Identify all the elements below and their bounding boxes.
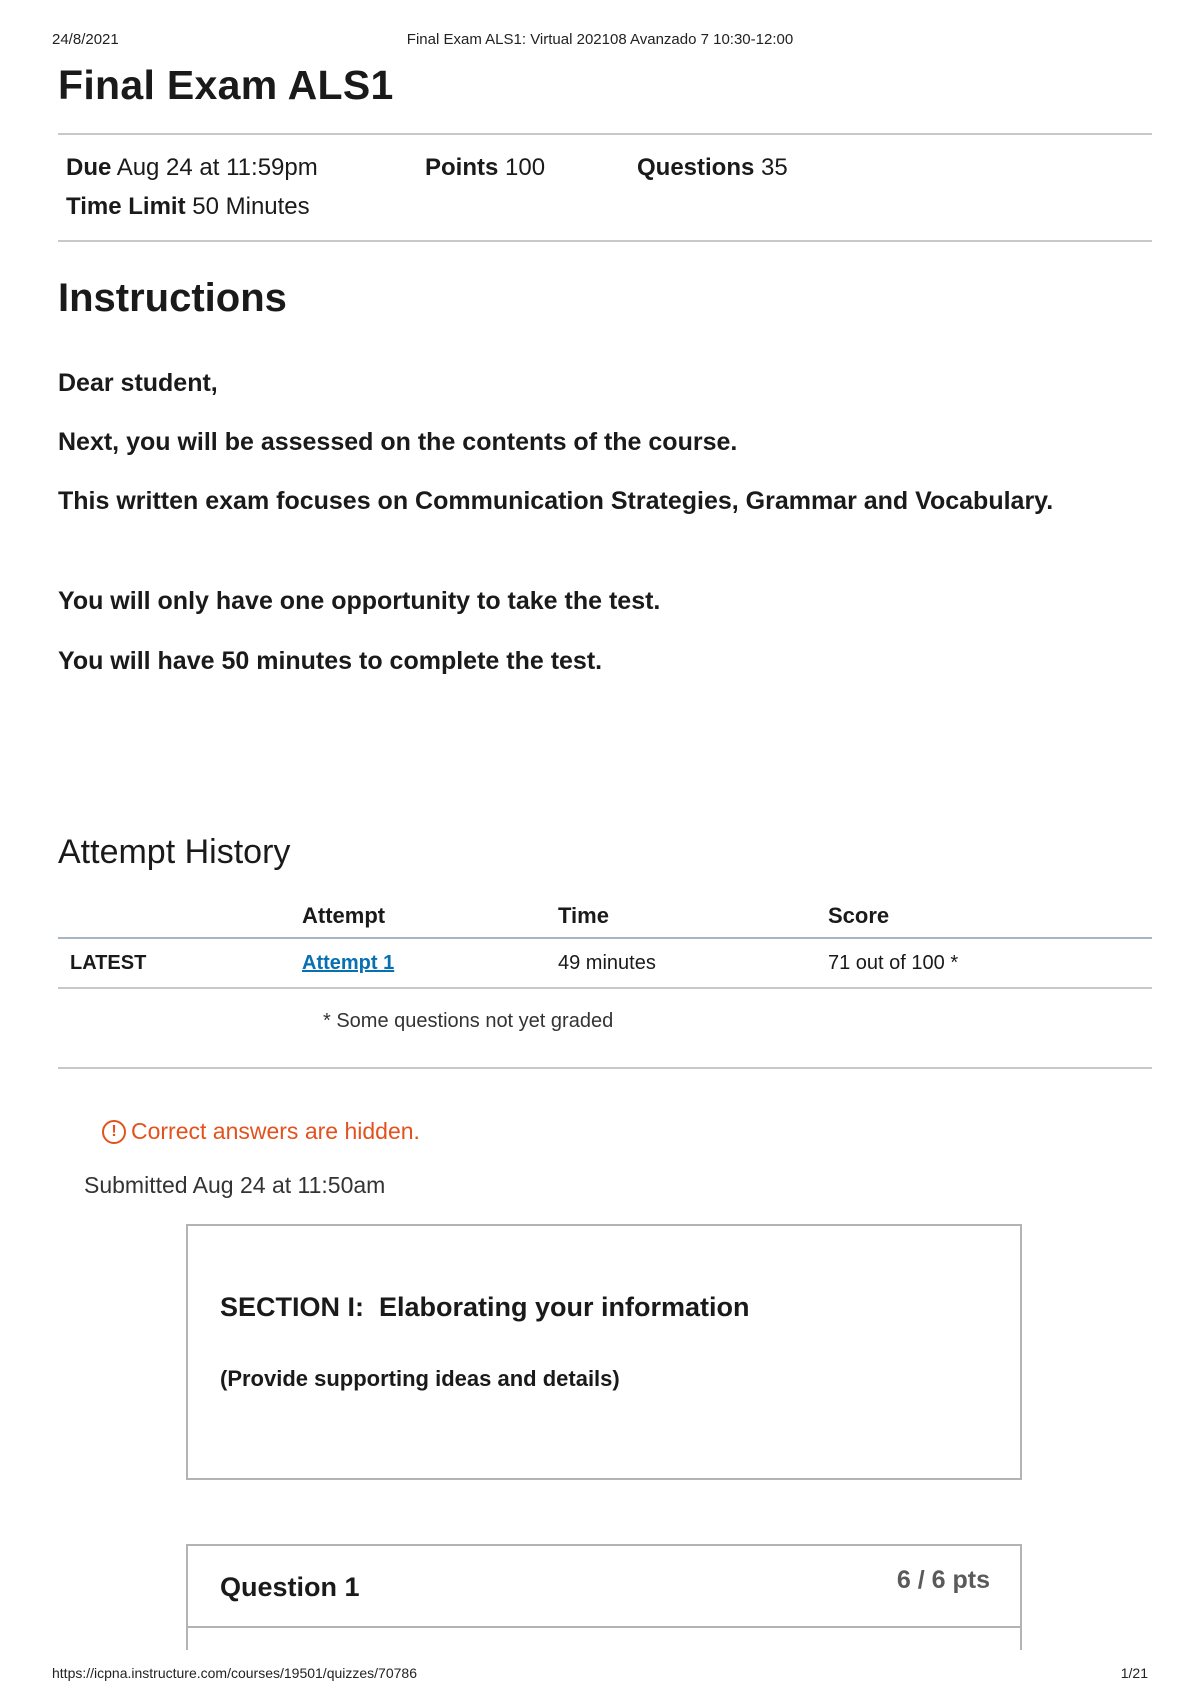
attempt-time: 49 minutes bbox=[558, 938, 828, 988]
divider bbox=[58, 1067, 1152, 1069]
instruction-line: You will have 50 minutes to complete the test. bbox=[58, 647, 603, 675]
latest-tag: LATEST bbox=[58, 938, 302, 988]
column-header-tag bbox=[58, 895, 302, 938]
instruction-line: You will only have one opportunity to take the test. bbox=[58, 587, 661, 615]
instruction-line: Next, you will be assessed on the contents of the course. bbox=[58, 428, 738, 456]
due-label: Due bbox=[66, 154, 112, 181]
column-header-score: Score bbox=[828, 895, 1152, 938]
divider bbox=[58, 133, 1152, 135]
table-header-row bbox=[58, 895, 1152, 938]
column-header-attempt: Attempt bbox=[302, 895, 558, 938]
section-subtitle: (Provide supporting ideas and details) bbox=[220, 1366, 620, 1391]
attempt-history-table bbox=[58, 895, 1152, 989]
print-url: https://icpna.instructure.com/courses/19501/quizzes/70786 bbox=[52, 1665, 417, 1681]
print-date: 24/8/2021 bbox=[52, 31, 119, 48]
section-title: SECTION I: Elaborating your information bbox=[220, 1292, 750, 1322]
time-limit-value: 50 Minutes bbox=[192, 193, 310, 220]
question-header bbox=[188, 1546, 1020, 1628]
page-title: Final Exam ALS1 bbox=[58, 62, 394, 108]
instructions-heading: Instructions bbox=[58, 276, 287, 320]
instruction-line: Dear student, bbox=[58, 369, 218, 397]
table-row bbox=[58, 938, 1152, 988]
attempt-history-heading: Attempt History bbox=[58, 833, 291, 871]
points-label: Points bbox=[425, 154, 499, 181]
divider bbox=[58, 240, 1152, 242]
question-count bbox=[637, 154, 788, 182]
questions-value: 35 bbox=[761, 154, 788, 181]
page-number: 1/21 bbox=[1120, 1665, 1148, 1681]
points-value: 100 bbox=[505, 154, 546, 181]
due-date bbox=[66, 154, 318, 182]
section-card bbox=[186, 1224, 1022, 1480]
question-title: Question 1 bbox=[220, 1572, 360, 1602]
question-card bbox=[186, 1544, 1022, 1650]
points bbox=[425, 154, 545, 182]
answers-hidden-notice bbox=[102, 1118, 420, 1145]
time-limit-label: Time Limit bbox=[66, 193, 186, 220]
answers-hidden-text: Correct answers are hidden. bbox=[131, 1118, 420, 1144]
questions-label: Questions bbox=[637, 154, 755, 181]
print-header-title: Final Exam ALS1: Virtual 202108 Avanzado 7 10:30-12:00 bbox=[406, 31, 794, 48]
attempt-link[interactable]: Attempt 1 bbox=[302, 951, 395, 974]
time-limit bbox=[66, 193, 310, 221]
instruction-line: This written exam focuses on Communication Strategies, Grammar and Vocabulary. bbox=[58, 487, 1054, 515]
attempt-score: 71 out of 100 * bbox=[828, 938, 1152, 988]
submitted-timestamp: Submitted Aug 24 at 11:50am bbox=[84, 1172, 386, 1198]
grading-footnote: * Some questions not yet graded bbox=[323, 1010, 614, 1032]
question-points: 6 / 6 pts bbox=[896, 1566, 990, 1594]
exclamation-circle-icon: ! bbox=[102, 1120, 126, 1144]
due-value: Aug 24 at 11:59pm bbox=[116, 154, 318, 181]
column-header-time: Time bbox=[558, 895, 828, 938]
